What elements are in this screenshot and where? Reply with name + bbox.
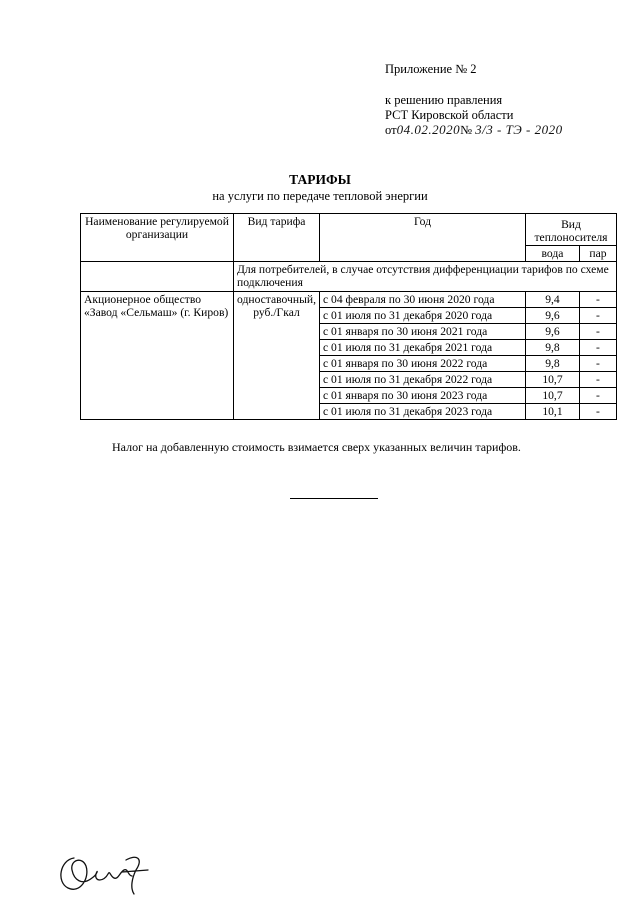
vat-note: Налог на добавленную стоимость взимается сверх указанных величин тарифов. <box>112 440 521 454</box>
separator-line <box>290 498 378 499</box>
page-title: ТАРИФЫ <box>289 172 351 187</box>
page-subtitle: на услуги по передаче тепловой энергии <box>212 189 428 203</box>
steam-value: - <box>579 308 616 324</box>
header-carrier: Вид теплоносителя <box>525 214 616 246</box>
water-value: 10,7 <box>525 388 579 404</box>
decision-line-1: к решению правления <box>385 93 503 107</box>
water-value: 9,8 <box>525 340 579 356</box>
decision-line-2: РСТ Кировской области <box>385 108 514 122</box>
header-steam: пар <box>579 246 616 262</box>
water-value: 10,7 <box>525 372 579 388</box>
steam-value: - <box>579 404 616 420</box>
from-prefix: от <box>385 123 397 137</box>
steam-value: - <box>579 388 616 404</box>
steam-value: - <box>579 292 616 308</box>
period-cell: с 01 января по 30 июня 2021 года <box>319 324 525 340</box>
org-name: Акционерное общество «Завод «Сельмаш» (г. Киров) <box>81 292 234 420</box>
header-tariff-type: Вид тарифа <box>234 214 320 262</box>
water-value: 9,6 <box>525 324 579 340</box>
water-value: 9,6 <box>525 308 579 324</box>
appendix-label: Приложение № 2 <box>385 62 477 76</box>
water-value: 9,4 <box>525 292 579 308</box>
period-cell: с 01 января по 30 июня 2023 года <box>319 388 525 404</box>
period-cell: с 01 июля по 31 декабря 2021 года <box>319 340 525 356</box>
period-cell: с 01 июля по 31 декабря 2020 года <box>319 308 525 324</box>
decision-reference <box>385 122 563 138</box>
steam-value: - <box>579 324 616 340</box>
water-value: 9,8 <box>525 356 579 372</box>
period-cell: с 01 июля по 31 декабря 2023 года <box>319 404 525 420</box>
handwritten-number: 3/3 - ТЭ - 2020 <box>475 122 563 137</box>
steam-value: - <box>579 372 616 388</box>
steam-value: - <box>579 340 616 356</box>
handwritten-date: 04.02.2020 <box>396 122 461 137</box>
number-prefix: № <box>460 123 472 137</box>
empty-cell <box>81 262 234 292</box>
header-org: Наименование регулируемой организации <box>81 214 234 262</box>
signature-icon <box>52 848 162 900</box>
period-cell: с 01 июля по 31 декабря 2022 года <box>319 372 525 388</box>
header-year: Год <box>319 214 525 262</box>
tariff-table <box>80 213 617 420</box>
steam-value: - <box>579 356 616 372</box>
header-water: вода <box>525 246 579 262</box>
period-cell: с 01 января по 30 июня 2022 года <box>319 356 525 372</box>
water-value: 10,1 <box>525 404 579 420</box>
consumers-note: Для потребителей, в случае отсутствия дифференциации тарифов по схеме подключения <box>234 262 617 292</box>
period-cell: с 04 февраля по 30 июня 2020 года <box>319 292 525 308</box>
tariff-type: одноставочный, руб./Гкал <box>234 292 320 420</box>
